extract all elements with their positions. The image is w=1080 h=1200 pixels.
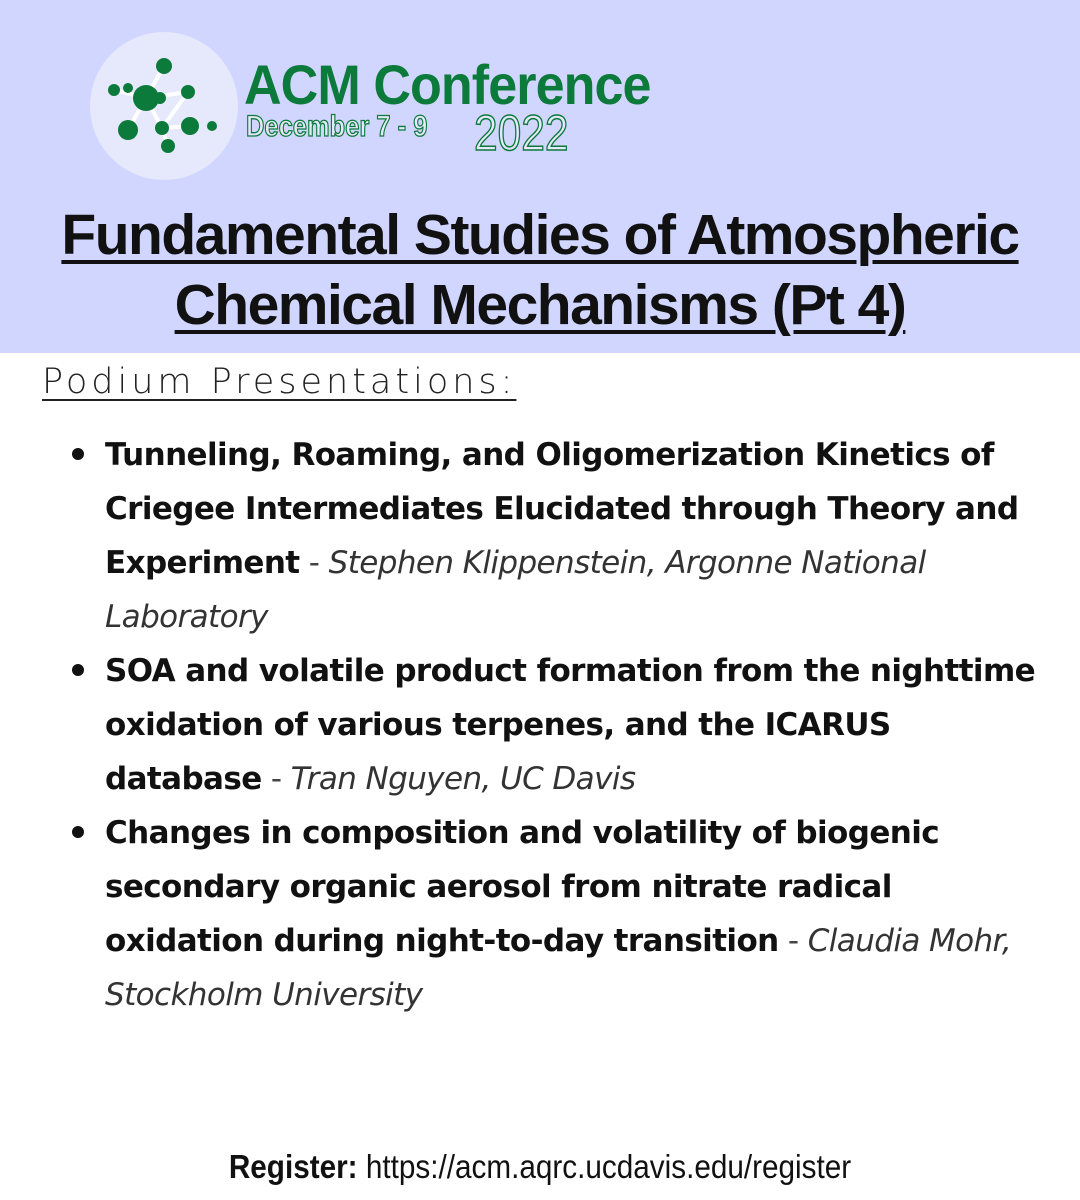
register-label: Register: (228, 1148, 358, 1185)
list-item (70, 428, 1050, 644)
talk-separator: - (299, 545, 329, 581)
conference-year: 2022 (474, 105, 569, 161)
talk-title: Tunneling, Roaming, and Oligomerization Kinetics of Criegee Intermediates Elucidated through Theory and Experiment (105, 437, 1019, 581)
register-link[interactable]: https://acm.aqrc.ucdavis.edu/register (365, 1148, 852, 1185)
talk-list (70, 428, 1050, 1022)
page-title (0, 200, 1080, 340)
list-item (70, 644, 1050, 806)
page-title-line-2: Chemical Mechanisms (Pt 4) (174, 273, 906, 337)
molecule-icon (90, 32, 238, 180)
talk-speaker: Tran Nguyen, UC Davis (290, 761, 636, 797)
conference-date-range: December 7 - 9 (246, 110, 428, 143)
register-footer (54, 1148, 1026, 1186)
conference-name: ACM Conference (244, 53, 651, 116)
section-heading: Podium Presentations: (42, 362, 517, 402)
list-item (70, 806, 1050, 1022)
talk-speaker: Claudia Mohr, Stockholm University (105, 923, 1012, 1013)
conference-dates (246, 105, 569, 161)
talk-separator: - (778, 923, 808, 959)
talk-speaker: Stephen Klippenstein, Argonne National Laboratory (105, 545, 926, 635)
talk-separator: - (261, 761, 291, 797)
page-title-line-1: Fundamental Studies of Atmospheric (61, 203, 1019, 267)
talk-title: Changes in composition and volatility of biogenic secondary organic aerosol from nitrate radical oxidation during night-to-day transition (105, 815, 940, 959)
talk-title: SOA and volatile product formation from the nighttime oxidation of various terpenes, and the ICARUS database (105, 653, 1036, 797)
